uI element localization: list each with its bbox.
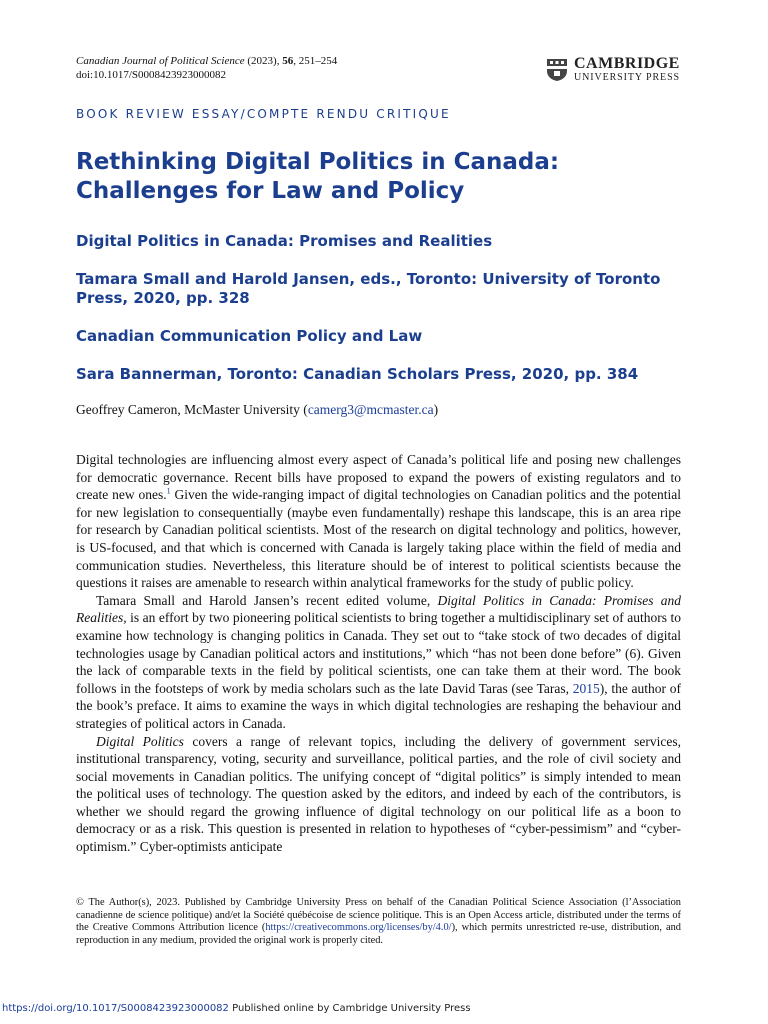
publisher-logo [546,56,680,83]
book-title: Digital Politics in Canada: Promises and Realities [76,232,493,250]
publisher-subname: UNIVERSITY PRESS [574,72,680,83]
paragraph-text: covers a range of relevant topics, including the delivery of government services, institutional transparency, voting, security and surveillance, political parties, and the role of civil society and social movements in Canadian politics. The unifying concept of “digital politics” is simply intended to mean the political uses of technology. The question asked by the editors, and indeed by each of the contributors, is whether we should regard the growing influence of digital technology on our political life as a boon to democracy or as a risk. This question is presented in relation to hypotheses of “cyber-pessimism” and “cyber-optimism.” Cyber-optimists anticipate [76,733,681,855]
journal-year: (2023), [244,55,283,67]
copyright-notice [76,897,681,947]
journal-name: Canadian Journal of Political Science [76,55,245,67]
journal-doi: doi:10.1017/S0008423923000082 [76,69,227,81]
article-body [76,451,681,856]
cambridge-crest-icon [546,58,568,82]
page-footer [2,1003,471,1014]
paragraph-text: , is an effort by two pioneering political scientists to bring together a multidisciplinary set of authors to examine how technology is changing politics in Canada. They set out to “take stock of two decades of digital technologies usage by Canadian political actors and institutions,” which “has not been done before” (6). Given the lack of comparable texts in the field by political scientists, one can take them at their word. The book follows in the footsteps of work by media scholars such as the late David Taras (see Taras, [76,610,681,696]
book-title: Canadian Communication Policy and Law [76,327,423,345]
paragraph [76,733,681,856]
published-note: Published online by Cambridge University Press [228,1003,471,1014]
paragraph [76,592,681,733]
paragraph-text: Tamara Small and Harold Jansen’s recent edited volume, [96,592,438,608]
copyright-text: © The Author(s), 2023. Published by Cambridge University Press on behalf of the Canadian Political Science Association (l’Association canadienne de science politique) and/et la Société québécoise de science politique. This is an Open Access article, distributed under the terms of the Creative Commons Attribution licence ( [76,897,681,934]
reviewer-name: Geoffrey Cameron, McMaster University ( [76,402,308,417]
license-link[interactable]: https://creativecommons.org/licenses/by/4.0/ [265,922,452,934]
footnote-link[interactable]: 1 [166,486,171,496]
paragraph [76,451,681,592]
publisher-name: CAMBRIDGE [574,55,680,72]
reviewer-close: ) [433,402,439,417]
paragraph-text: Given the wide-ranging impact of digital technologies on Canadian politics and the potential for new legislation to consequentially (maybe even fundamentally) reshape this landscape, this is an area ripe for research by Canadian political scientists. Most of the research on digital technology and politics, however, is US-focused, and that which is concerned with Canada is largely taking place within the field of media and communication studies. Nevertheless, this literature should be of interest to political scientists because the questions it raises are amenable to research within analytical frameworks for the study of public policy. [76,487,682,591]
paragraph-text: ), the author of the book’s preface. It aims to examine the ways in which digital technologies are reshaping the behaviour and strategies of political actors in Canada. [76,680,681,731]
section-label: BOOK REVIEW ESSAY/COMPTE RENDU CRITIQUE [76,107,451,121]
copyright-text: ), which permits unrestricted re-use, distribution, and reproduction in any medium, provided the original work is properly cited. [76,922,681,946]
journal-line [76,54,337,68]
journal-citation [76,54,337,82]
book-authors: Sara Bannerman, Toronto: Canadian Scholars Press, 2020, pp. 384 [76,365,639,383]
reviewer-affiliation [76,402,438,418]
article-title: Rethinking Digital Politics in Canada: Challenges for Law and Policy [76,149,560,204]
journal-volume: 56 [282,55,294,67]
book-reference: Digital Politics [96,733,184,749]
paragraph-text: Digital technologies are influencing almost every aspect of Canada’s political life and posing new challenges for democratic governance. Recent bills have proposed to expand the powers of existing regulators and to create new ones. [76,452,681,503]
citation-link[interactable]: 2015 [572,680,600,696]
book-reference: Digital Politics in Canada: Promises and Realities [76,592,681,626]
reviewer-email-link[interactable]: camerg3@mcmaster.ca [307,402,434,417]
journal-pages: , 251–254 [293,55,338,67]
book-authors: Tamara Small and Harold Jansen, eds., Toronto: University of Toronto Press, 2020, pp. 328 [76,270,661,307]
doi-link[interactable]: https://doi.org/10.1017/S0008423923000082 [2,1003,229,1014]
